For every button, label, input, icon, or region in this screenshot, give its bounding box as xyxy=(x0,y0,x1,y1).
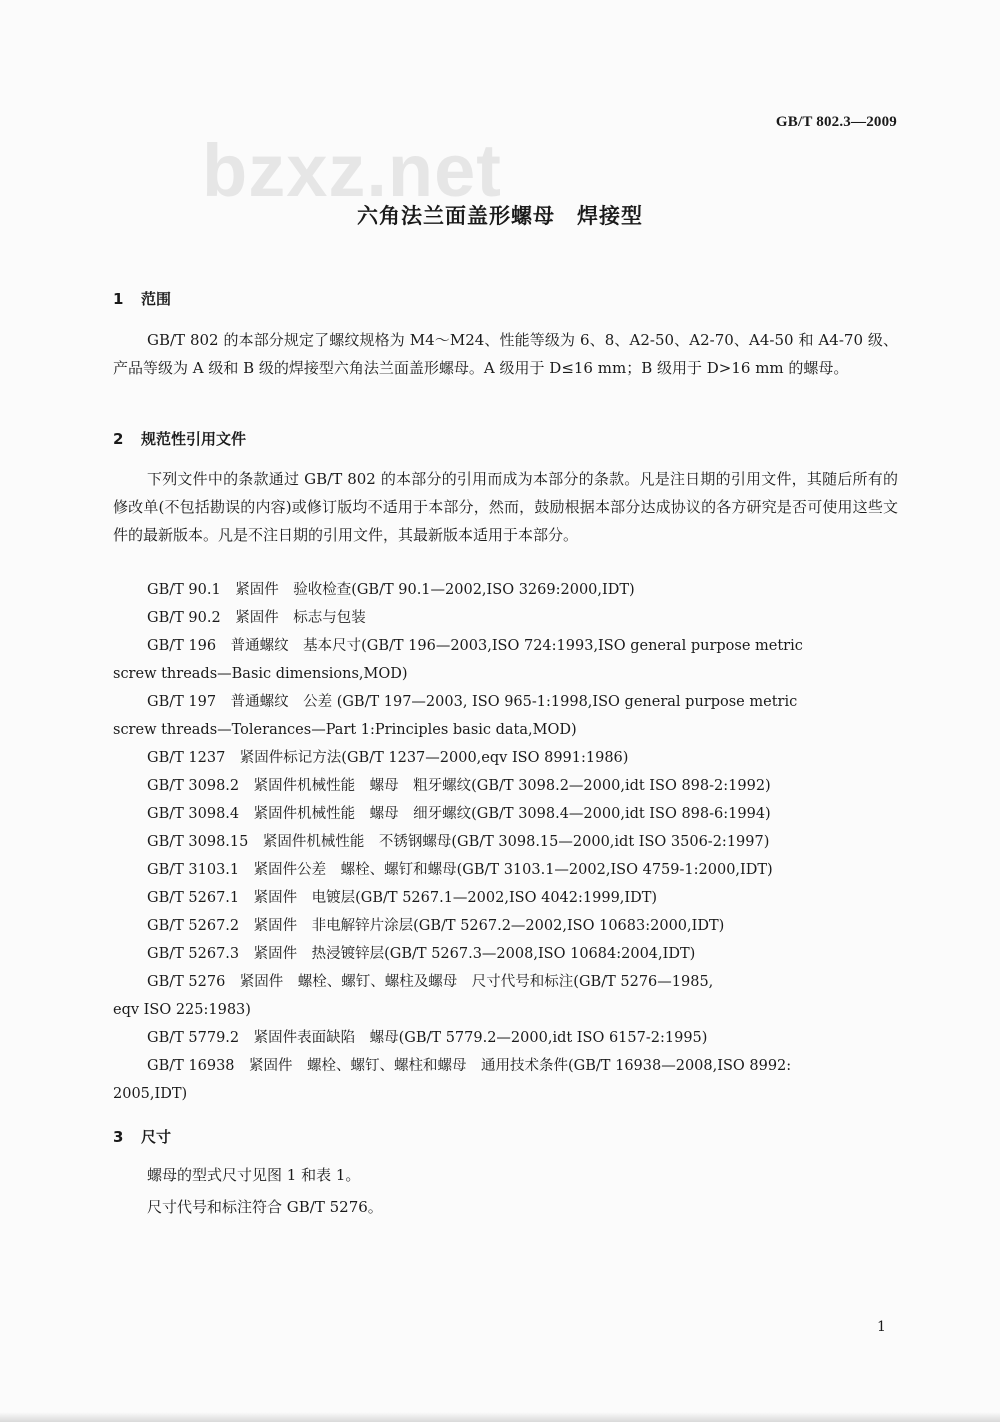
section-2-paragraph: 下列文件中的条款通过 GB/T 802 的本部分的引用而成为本部分的条款。凡是注日期的引用文件，其随后所有的修改单(不包括勘误的内容)或修订版均不适用于本部分，然而，鼓励根据本部分达成协议的各方研究是否可使用这些文件的最新版本。凡是不注日期的引用文件，其最新版本适用于本部分。 xyxy=(113,470,898,544)
watermark: bzxz.net xyxy=(202,129,502,212)
reference-item: GB/T 3103.1 紧固件公差 螺栓、螺钉和螺母(GB/T 3103.1—2002,ISO 4759-1:2000,IDT) xyxy=(147,862,773,878)
section-title: 规范性引用文件 xyxy=(141,430,247,448)
reference-item: GB/T 1237 紧固件标记方法(GB/T 1237—2000,eqv ISO 8991:1986) xyxy=(147,750,629,766)
section-number: 3 xyxy=(113,1128,124,1146)
section-3-heading xyxy=(113,1126,171,1147)
reference-item: GB/T 3098.15 紧固件机械性能 不锈钢螺母(GB/T 3098.15—2000,idt ISO 3506-2:1997) xyxy=(147,834,770,850)
reference-item: GB/T 16938 紧固件 螺栓、螺钉、螺柱和螺母 通用技术条件(GB/T 16938—2008,ISO 8992: 2005,IDT) xyxy=(113,1058,792,1102)
section-3-line-2: 尺寸代号和标注符合 GB/T 5276。 xyxy=(147,1198,383,1216)
reference-item: GB/T 3098.2 紧固件机械性能 螺母 粗牙螺纹(GB/T 3098.2—2000,idt ISO 898-2:1992) xyxy=(147,778,771,794)
reference-item: GB/T 5276 紧固件 螺栓、螺钉、螺柱及螺母 尺寸代号和标注(GB/T 5276—1985, eqv ISO 225:1983) xyxy=(113,974,714,1018)
document-title: 六角法兰面盖形螺母 焊接型 xyxy=(357,204,643,228)
reference-item: GB/T 90.2 紧固件 标志与包装 xyxy=(147,610,366,626)
reference-item: GB/T 3098.4 紧固件机械性能 螺母 细牙螺纹(GB/T 3098.4—2000,idt ISO 898-6:1994) xyxy=(147,806,771,822)
reference-item: GB/T 90.1 紧固件 验收检查(GB/T 90.1—2002,ISO 3269:2000,IDT) xyxy=(147,582,635,598)
section-1-heading xyxy=(113,288,171,309)
reference-item: GB/T 5267.3 紧固件 热浸镀锌层(GB/T 5267.3—2008,ISO 10684:2004,IDT) xyxy=(147,946,696,962)
section-title: 范围 xyxy=(141,290,172,308)
section-3-line-1: 螺母的型式尺寸见图 1 和表 1。 xyxy=(147,1166,361,1184)
section-number: 1 xyxy=(113,290,124,308)
page-number: 1 xyxy=(877,1319,886,1335)
standard-code: GB/T 802.3—2009 xyxy=(775,114,897,130)
section-number: 2 xyxy=(113,430,124,448)
page-edge-shadow xyxy=(0,1412,1000,1422)
section-title: 尺寸 xyxy=(141,1128,172,1146)
reference-item: GB/T 5779.2 紧固件表面缺陷 螺母(GB/T 5779.2—2000,idt ISO 6157-2:1995) xyxy=(147,1030,708,1046)
section-1-paragraph: GB/T 802 的本部分规定了螺纹规格为 M4～M24、性能等级为 6、8、A2-50、A2-70、A4-50 和 A4-70 级、产品等级为 A 级和 B 级的焊接型六角法兰面盖形螺母。A 级用于 D≤16 mm；B 级用于 D>16 mm 的螺母。 xyxy=(113,331,898,377)
reference-item: GB/T 197 普通螺纹 公差 (GB/T 197—2003, ISO 965-1:1998,ISO general purpose metric screw threads—Tolerances—Part 1:Principles basic data,MOD) xyxy=(113,694,798,738)
reference-item: GB/T 196 普通螺纹 基本尺寸(GB/T 196—2003,ISO 724:1993,ISO general purpose metric screw threads—Basic dimensions,MOD) xyxy=(113,638,803,682)
reference-item: GB/T 5267.1 紧固件 电镀层(GB/T 5267.1—2002,ISO 4042:1999,IDT) xyxy=(147,890,658,906)
reference-item: GB/T 5267.2 紧固件 非电解锌片涂层(GB/T 5267.2—2002,ISO 10683:2000,IDT) xyxy=(147,918,725,934)
section-2-heading xyxy=(113,428,246,449)
reference-list xyxy=(113,576,898,1108)
